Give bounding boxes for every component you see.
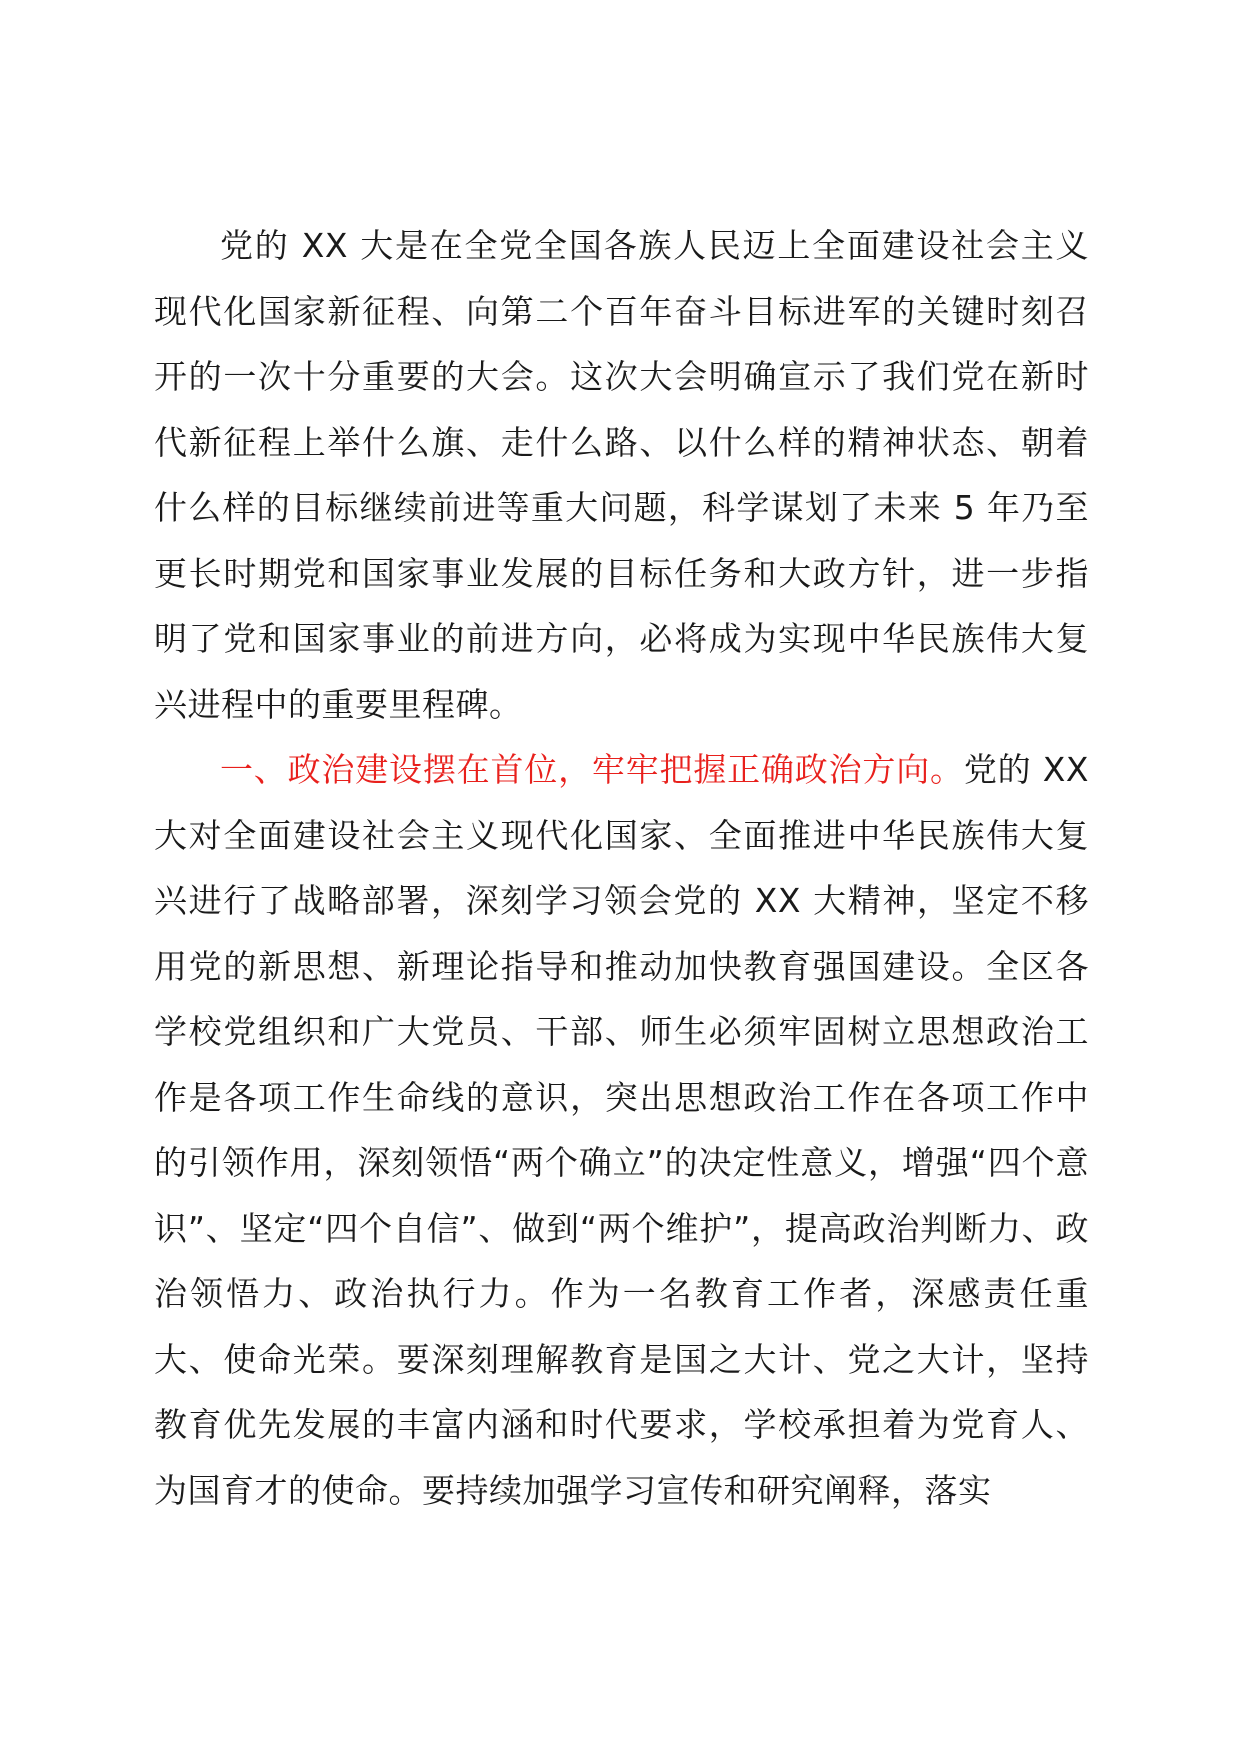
section-1-body: 党的 XX 大对全面建设社会主义现代化国家、全面推进中华民族伟大复兴进行了战略部署，深刻学习领会党的 XX 大精神，坚定不移用党的新思想、新理论指导和推动加快教育强国建设。全区各学校党组织和广大党员、干部、师生必须牢固树立思想政治工作是各项工作生命线的意识，突出思想政治工作在各项工作中的引领作用，深刻领悟“两个确立”的决定性意义，增强“四个意识”、坚定“四个自信”、做到“两个维护”，提高政治判断力、政治领悟力、政治执行力。作为一名教育工作者，深感责任重大、使命光荣。要深刻理解教育是国之大计、党之大计，坚持教育优先发展的丰富内涵和时代要求，学校承担着为党育人、为国育才的使命。要持续加强学习宣传和研究阐释，落实 <box>154 750 1089 1510</box>
section-1-paragraph <box>154 737 1089 1523</box>
intro-paragraph: 党的 XX 大是在全党全国各族人民迈上全面建设社会主义现代化国家新征程、向第二个百年奋斗目标进军的关键时刻召开的一次十分重要的大会。这次大会明确宣示了我们党在新时代新征程上举什么旗、走什么路、以什么样的精神状态、朝着什么样的目标继续前进等重大问题，科学谋划了未来 5 年乃至更长时期党和国家事业发展的目标任务和大政方针，进一步指明了党和国家事业的前进方向，必将成为实现中华民族伟大复兴进程中的重要里程碑。 <box>154 226 1089 724</box>
section-1-heading: 一、政治建设摆在首位，牢牢把握正确政治方向。 <box>220 750 964 789</box>
document-body <box>154 213 1089 1523</box>
